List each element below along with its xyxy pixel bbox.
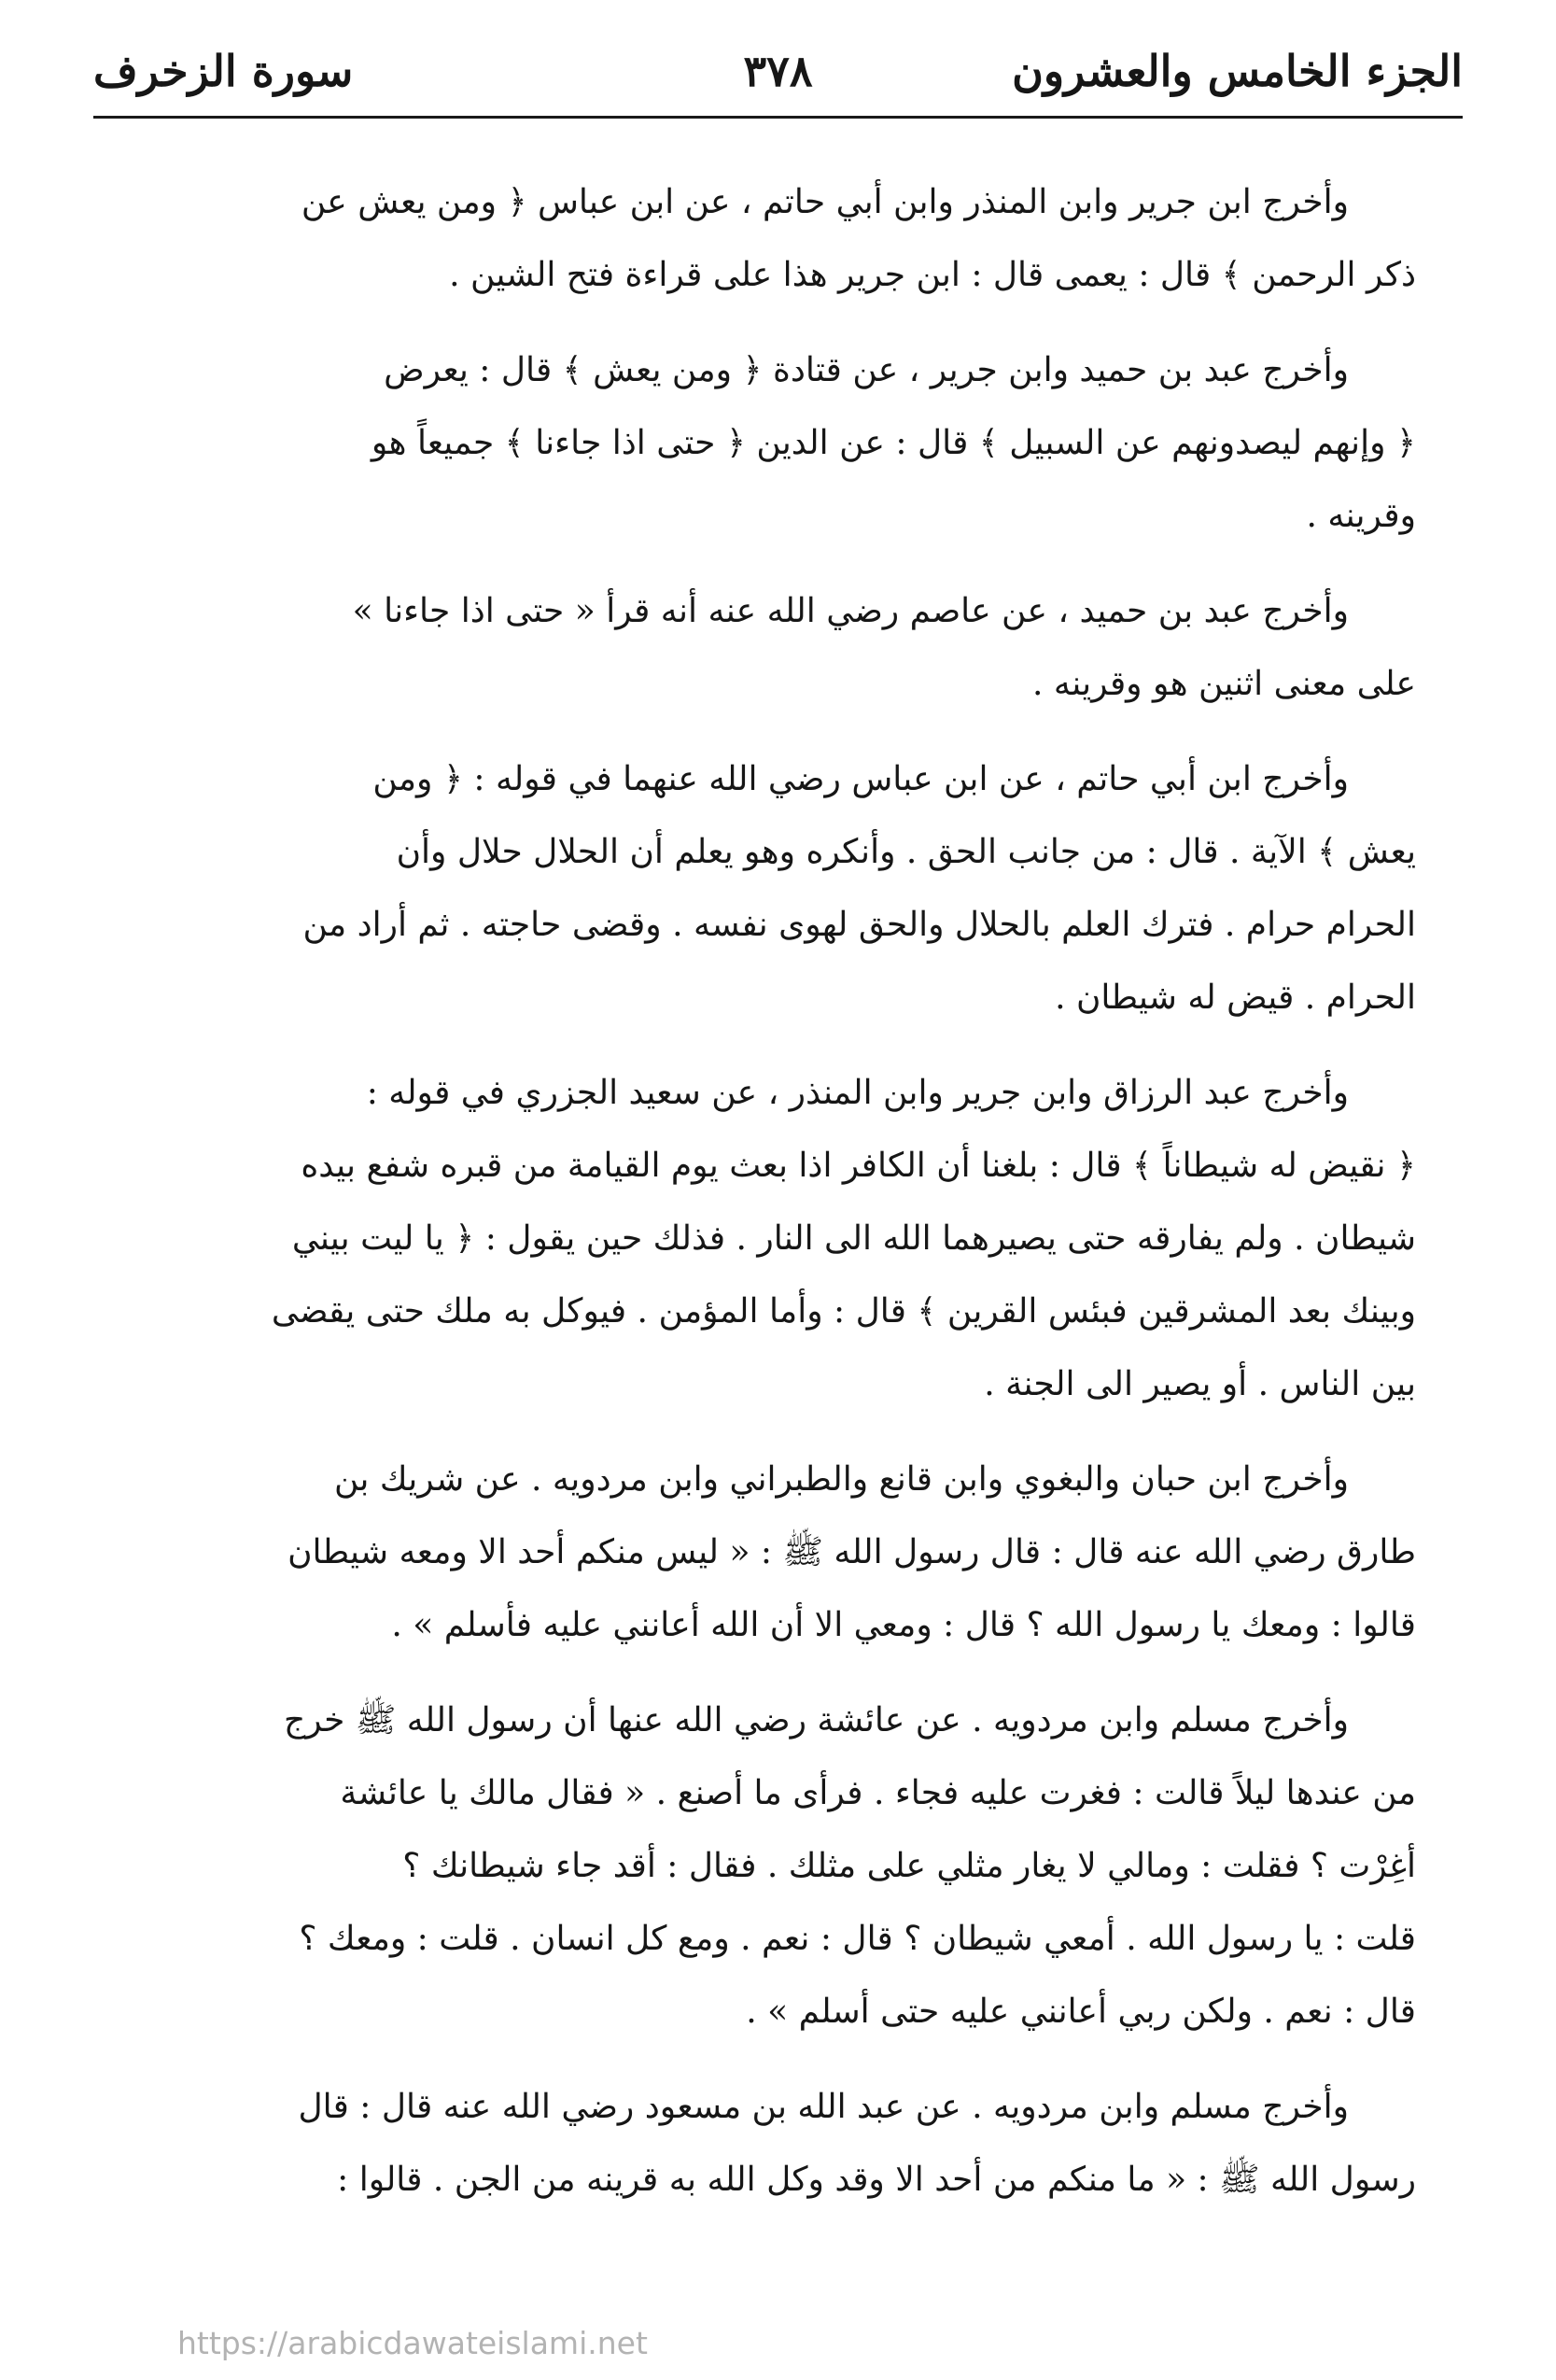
juz-title: الجزء الخامس والعشرون — [1012, 46, 1463, 96]
surah-title: سورة الزخرف — [93, 46, 354, 96]
paragraph-2: وأخرج عبد بن حميد وابن جرير ، عن قتادة ﴿ ومن يعش ﴾ قال : يعرض ﴿ وإنهم ليصدونهم عن السبيل ﴾ قال : عن الدين ﴿ حتى اذا جاءنا ﴾ جميعاً هو وقرينه . — [371, 351, 1416, 535]
paragraph-1: وأخرج ابن جرير وابن المنذر وابن أبي حاتم ، عن ابن عباس ﴿ ومن يعش عن ذكر الرحمن ﴾ قال : يعمى قال : ابن جرير هذا على قراءة فتح الشين . — [301, 183, 1416, 294]
paragraph-3: وأخرج عبد بن حميد ، عن عاصم رضي الله عنه أنه قرأ « حتى اذا جاءنا » على معنى اثنين هو وقرينه . — [352, 592, 1416, 703]
paragraph-7: وأخرج مسلم وابن مردويه . عن عائشة رضي الله عنها أن رسول الله ﷺ خرج من عندها ليلاً قالت : فغرت عليه فجاء . فرأى ما أصنع . « فقال مالك يا عائشة أغِرْت ؟ فقلت : ومالي لا يغار مثلي على مثلك . فقال : أقد جاء شيطانك ؟ قلت : يا رسول الله . أمعي شيطان ؟ قال : نعم . ومع كل انسان . قلت : ومعك ؟ قال : نعم . ولكن ربي أعانني عليه حتى أسلم » . — [284, 1701, 1416, 2031]
paragraph-6: وأخرج ابن حبان والبغوي وابن قانع والطبراني وابن مردويه . عن شريك بن طارق رضي الله عنه قال : قال رسول الله ﷺ : « ليس منكم أحد الا ومعه شيطان قالوا : ومعك يا رسول الله ؟ قال : ومعي الا أن الله أعانني عليه فأسلم » . — [287, 1460, 1416, 1644]
paragraph-5: وأخرج عبد الرزاق وابن جرير وابن المنذر ، عن سعيد الجزري في قوله : ﴿ نقيض له شيطاناً ﴾ قال : بلغنا أن الكافر اذا بعث يوم القيامة من قبره شفع بيده شيطان . ولم يفارقه حتى يصيرهما الله الى النار . فذلك حين يقول : ﴿ يا ليت بيني وبينك بعد المشرقين فبئس القرين ﴾ قال : وأما المؤمن . فيوكل به ملك حتى يقضى بين الناس . أو يصير الى الجنة . — [271, 1074, 1416, 1403]
page-number: ٣٧٨ — [743, 46, 813, 96]
paragraph-8: وأخرج مسلم وابن مردويه . عن عبد الله بن مسعود رضي الله عنه قال : قال رسول الله ﷺ : « ما منكم من أحد الا وقد وكل الله به قرينه من الجن . قالوا : — [298, 2088, 1416, 2199]
header-rule — [93, 116, 1463, 119]
running-head — [93, 26, 1463, 120]
watermark-url: https://arabicdawateislami.net — [177, 2325, 648, 2361]
paragraph-4: وأخرج ابن أبي حاتم ، عن ابن عباس رضي الله عنهما في قوله : ﴿ ومن يعش ﴾ الآية . قال : من جانب الحق . وأنكره وهو يعلم أن الحلال حلال وأن الحرام حرام . فترك العلم بالحلال والحق لهوى نفسه . وقضى حاجته . ثم أراد من الحرام . قيض له شيطان . — [302, 760, 1416, 1017]
page-body — [121, 166, 1416, 2239]
